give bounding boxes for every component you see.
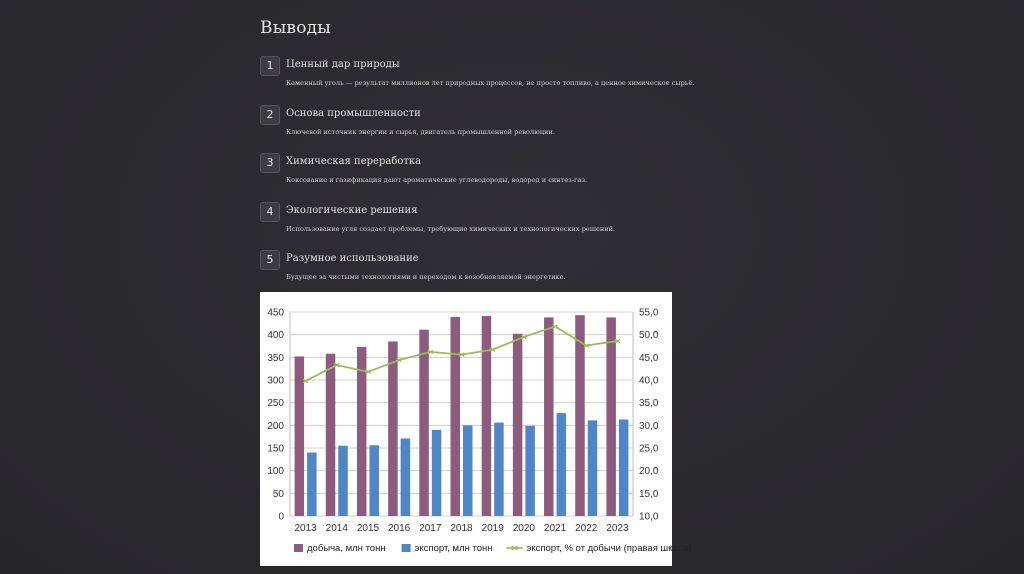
y-left-tick-label: 100 [267,466,284,478]
x-tick-label: 2018 [450,523,473,534]
y-right-tick-label: 15,0 [639,488,659,500]
bar-production [606,317,616,516]
conclusion-item [260,202,780,251]
conclusion-description: Будущее за чистыми технологиями и переходом к возобновляемой энергетике. [286,273,566,281]
y-right-tick-label: 35,0 [639,398,659,410]
y-left-tick-label: 450 [267,307,284,319]
bar-export [557,413,567,516]
conclusion-description: Каменный уголь — результат миллионов лет природных процессов, не просто топливо, а ценное химическое сырьё. [286,79,695,87]
number-badge: 1 [260,56,280,76]
conclusion-description: Коксование и газификация дают ароматические углеводороды, водород и синтез-газ. [286,176,588,184]
conclusion-description: Ключевой источник энергии и сырья, двигатель промышленной революции. [286,127,555,136]
number-badge: 5 [260,250,280,270]
coal-chart [260,292,692,566]
legend-label: добыча, млн тонн [307,543,386,554]
bar-export [494,423,504,516]
x-tick-label: 2021 [543,523,567,534]
x-tick-label: 2022 [575,523,598,534]
conclusion-item [260,105,780,154]
y-right-tick-label: 40,0 [639,375,659,387]
y-left-tick-label: 200 [267,420,284,432]
legend-label: экспорт, млн тонн [414,543,493,554]
conclusion-title: Основа промышленности [286,107,421,119]
bar-export [588,420,598,516]
x-tick-label: 2013 [294,523,317,534]
legend-label: экспорт, % от добычи (правая шкала) [526,543,692,554]
conclusion-title: Ценный дар природы [286,59,400,70]
y-left-tick-label: 400 [267,330,284,342]
y-left-tick-label: 300 [267,375,284,387]
y-right-tick-label: 10,0 [639,511,659,523]
bar-export [307,453,317,516]
conclusion-title: Химическая переработка [286,156,422,167]
y-right-tick-label: 25,0 [639,443,659,455]
conclusion-title: Разумное использование [286,253,419,264]
y-right-tick-label: 55,0 [639,307,659,319]
bar-production [388,341,398,516]
bar-export [432,430,442,516]
conclusions-list [260,56,780,299]
x-tick-label: 2017 [419,523,442,534]
x-tick-label: 2015 [356,523,380,534]
number-badge: 2 [260,105,280,125]
number-badge: 3 [260,153,280,173]
y-left-tick-label: 350 [267,352,284,364]
bar-production [357,347,367,516]
y-left-tick-label: 250 [267,398,284,410]
bar-production [451,317,461,516]
y-left-tick-label: 0 [278,511,284,523]
bar-production [295,356,305,516]
bar-export [619,419,629,516]
x-tick-label: 2014 [325,523,348,534]
y-right-tick-label: 45,0 [639,352,659,364]
legend-swatch [402,544,411,552]
x-tick-label: 2019 [481,523,504,534]
chart-container [260,292,692,566]
bar-production [482,316,492,516]
bar-production [513,334,523,516]
bar-production [326,354,336,516]
y-left-tick-label: 50 [272,488,284,500]
x-tick-label: 2020 [512,523,535,534]
bar-production [575,315,585,516]
bar-export [463,425,473,516]
bar-export [338,446,348,516]
y-right-tick-label: 30,0 [639,420,659,432]
conclusion-title: Экологические решения [286,204,418,216]
x-tick-label: 2016 [388,523,411,534]
bar-export [369,445,379,516]
y-right-tick-label: 50,0 [639,330,659,342]
bar-production [419,330,429,516]
bar-export [401,438,411,516]
y-right-tick-label: 20,0 [639,466,659,478]
y-left-tick-label: 150 [267,443,284,455]
conclusion-description: Использование угля создает проблемы, требующие химических и технологических решений. [286,224,616,233]
bar-production [544,317,554,516]
page-title: Выводы [260,18,332,38]
number-badge: 4 [260,202,280,222]
conclusion-item [260,153,780,202]
legend-swatch [294,544,303,552]
conclusion-item [260,56,780,105]
x-tick-label: 2023 [606,523,629,534]
bar-export [525,426,535,516]
